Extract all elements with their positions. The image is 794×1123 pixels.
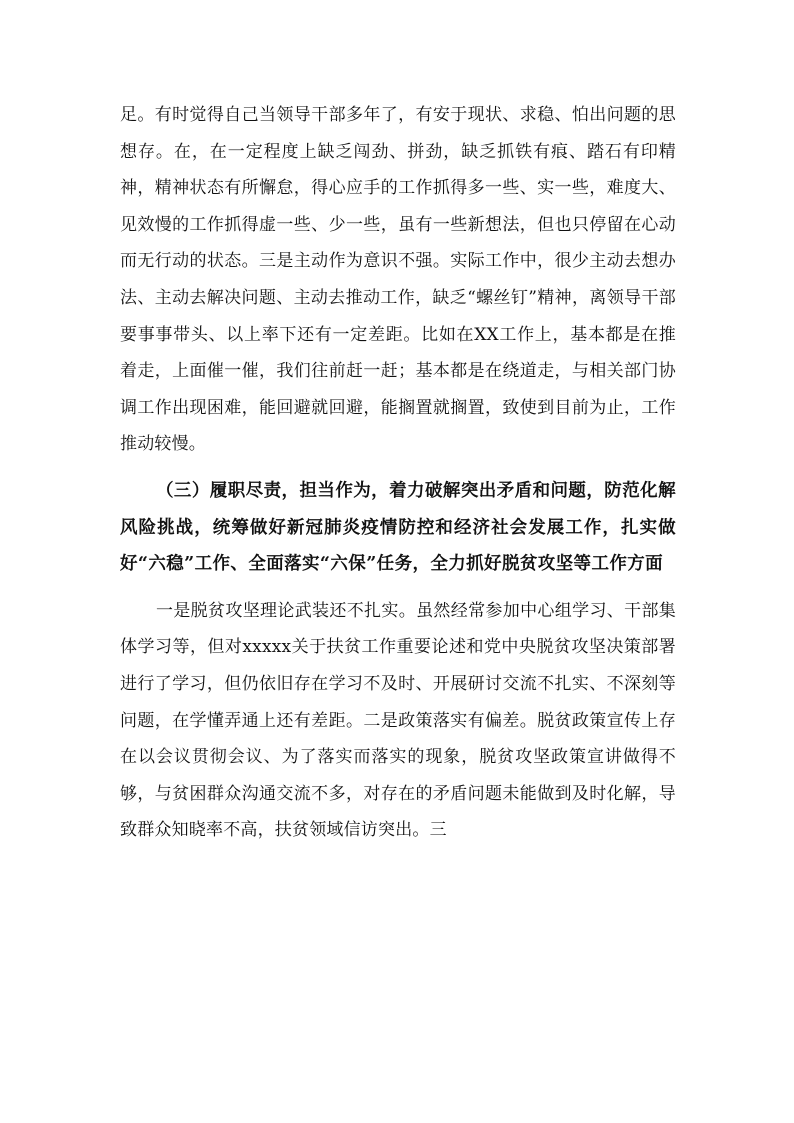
body-paragraph: 一是脱贫攻坚理论武装还不扎实。虽然经常参加中心组学习、干部集体学习等，但对xxxxx关于扶贫工作重要论述和党中央脱贫攻坚决策部署进行了学习，但仍依旧存在学习不及时、开展研讨交流不扎实、不深刻等问题，在学懂弄通上还有差距。二是政策落实有偏差。脱贫政策宣传上存在以会议贯彻会议、为了落实而落实的现象，脱贫攻坚政策宣讲做得不够，与贫困群众沟通交流不多，对存在的矛盾问题未能做到及时化解，导致群众知晓率不高，扶贫领域信访突出。三 [120, 600, 676, 841]
body-paragraph-continued: 足。有时觉得自己当领导干部多年了，有安于现状、求稳、怕出问题的思想存。在，在一定程度上缺乏闯劲、拼劲，缺乏抓铁有痕、踏石有印精神，精神状态有所懈怠，得心应手的工作抓得多一些、实一些，难度大、见效慢的工作抓得虚一些、少一些，虽有一些新想法，但也只停留在心动而无行动的状态。三是主动作为意识不强。实际工作中，很少主动去想办法、主动去解决问题、主动去推动工作，缺乏“螺丝钉”精神，离领导干部要事事带头、以上率下还有一定差距。比如在XX工作上，基本都是在推着走，上面催一催，我们往前赶一赶；基本都是在绕道走，与相关部门协调工作出现困难，能回避就回避，能搁置就搁置，致使到目前为止，工作推动较慢。 [120, 105, 676, 455]
section-heading: （三）履职尽责，担当作为，着力破解突出矛盾和问题，防范化解风险挑战，统筹做好新冠肺炎疫情防控和经济社会发展工作，扎实做好“六稳”工作、全面落实“六保”任务，全力抓好脱贫攻坚等工作方面 [120, 480, 676, 575]
document-body [120, 97, 676, 849]
